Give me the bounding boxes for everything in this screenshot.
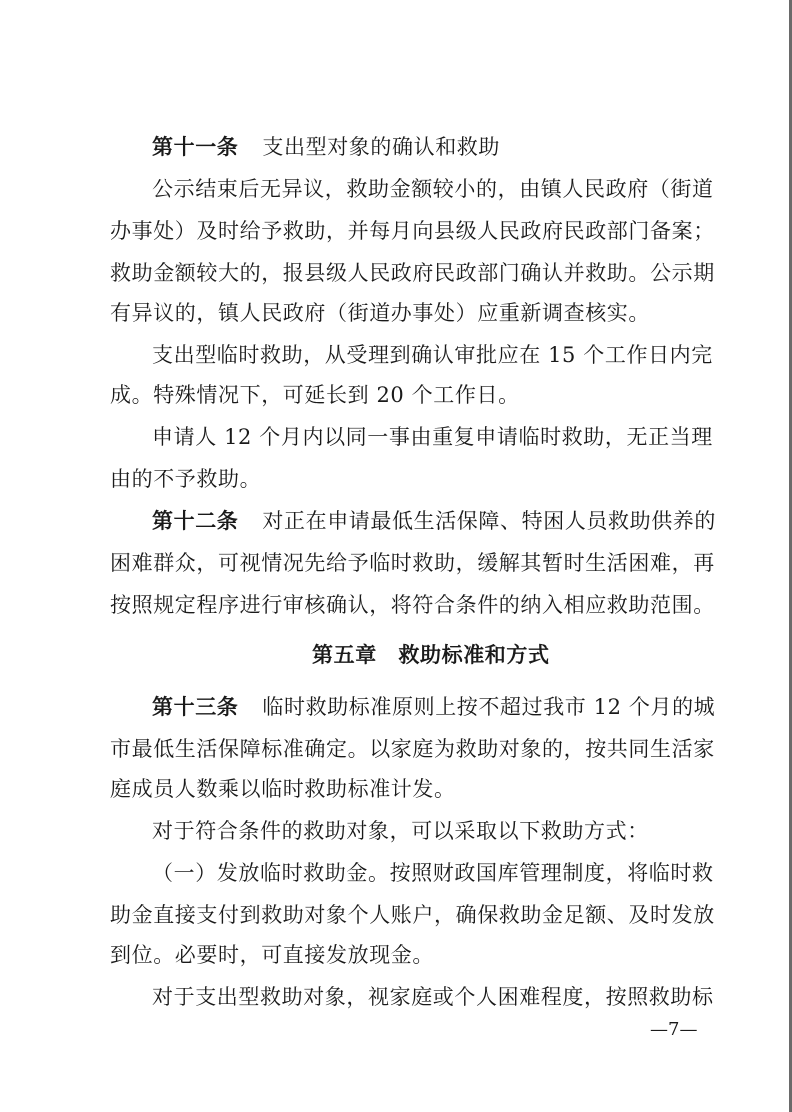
- article-13-heading-line: [152, 692, 715, 722]
- paragraph-line: 困难群众，可视情况先给予临时救助，缓解其暂时生活困难，再: [110, 551, 715, 575]
- paragraph-line: 成。特殊情况下，可延长到 20 个工作日。: [110, 383, 520, 407]
- article-13-title: 第十三条: [152, 695, 239, 719]
- article-12-heading-line: [152, 506, 716, 536]
- paragraph-line: 对于支出型救助对象，视家庭或个人困难程度，按照救助标: [152, 985, 714, 1009]
- paragraph-line: 公示结束后无异议，救助金额较小的，由镇人民政府（街道: [152, 177, 714, 201]
- paragraph-line: 申请人 12 个月内以同一事由重复申请临时救助，无正当理: [152, 425, 713, 449]
- paragraph-line: 对于符合条件的救助对象，可以采取以下救助方式：: [152, 819, 649, 843]
- paragraph-line: 到位。必要时，可直接发放现金。: [110, 943, 434, 967]
- paragraph-line: （一）发放临时救助金。按照财政国库管理制度，将临时救: [152, 861, 714, 885]
- paragraph-line: 市最低生活保障标准确定。以家庭为救助对象的，按共同生活家: [110, 737, 715, 761]
- paragraph-line: 由的不予救助。: [110, 467, 262, 491]
- paragraph-line: 办事处）及时给予救助，并每月向县级人民政府民政部门备案；: [110, 219, 715, 243]
- paragraph-line: 庭成员人数乘以临时救助标准计发。: [110, 777, 456, 801]
- paragraph-line: 有异议的，镇人民政府（街道办事处）应重新调查核实。: [110, 301, 650, 325]
- paragraph-line: 按照规定程序进行审核确认，将符合条件的纳入相应救助范围。: [110, 593, 715, 617]
- paragraph-line: 救助金额较大的，报县级人民政府民政部门确认并救助。公示期: [110, 261, 715, 285]
- article-12-title: 第十二条: [152, 509, 239, 533]
- page-number: —7—: [650, 1019, 698, 1040]
- article-11-heading-line: [152, 132, 500, 162]
- article-11-subject: 支出型对象的确认和救助: [262, 135, 501, 159]
- paragraph-line: 助金直接支付到救助对象个人账户，确保救助金足额、及时发放: [110, 903, 715, 927]
- chapter-heading: 第五章 救助标准和方式: [312, 643, 550, 667]
- article-11-title: 第十一条: [152, 135, 239, 159]
- paragraph-line: 支出型临时救助，从受理到确认审批应在 15 个工作日内完: [152, 343, 713, 367]
- article-13-text: 临时救助标准原则上按不超过我市 12 个月的城: [262, 695, 716, 719]
- article-12-text: 对正在申请最低生活保障、特困人员救助供养的: [262, 509, 717, 533]
